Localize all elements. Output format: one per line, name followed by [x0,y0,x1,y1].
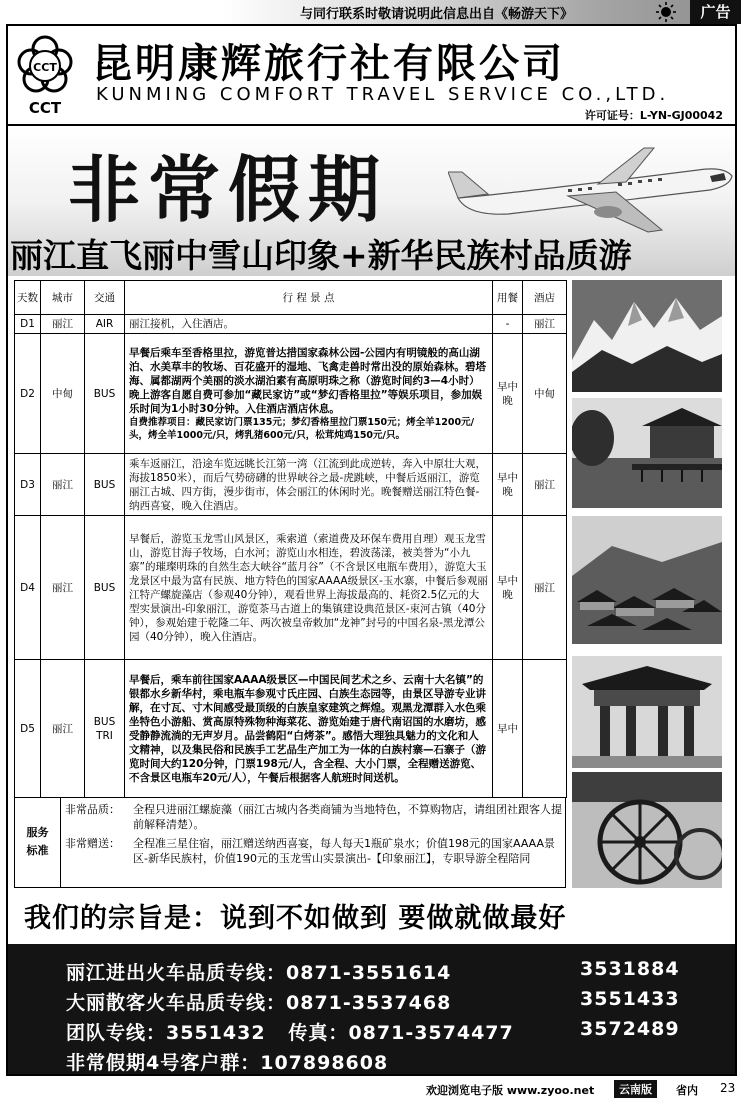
qq-group-number: 107898608 [260,1052,389,1074]
fax-number: 0871-3574477 [348,1022,514,1044]
row-schedule [125,334,493,454]
optional-items-note: 自费推荐项目：藏民家访门票135元；梦幻香格里拉门票150元；烤全羊1200元/头，烤全羊1000元/只，烤乳猪600元/只，松茸炖鸡150元/只。 [129,416,475,441]
snow-mountain-photo [572,280,722,392]
airplane-icon [448,136,735,236]
service-quality-key: 非常品质： [65,803,120,816]
dali-hotline-extra: 3551433 [580,988,680,1010]
row-meals: 早中晚 [493,454,523,516]
table-row [15,315,567,334]
team-number: 3551432 [166,1022,266,1044]
header-hotel: 酒店 [523,281,567,315]
row-day: D1 [15,315,41,334]
row-hotel: 丽江 [523,454,567,516]
row-meals: 早中晚 [493,516,523,660]
ad-tag: 广告 [690,0,741,24]
table-header-row [15,281,567,315]
footer-site-link[interactable]: 欢迎浏览电子版 www.zyoo.net [426,1084,595,1097]
banner-subtitle: 丽江直飞丽中雪山印象+新华民族村品质游 [10,236,632,275]
table-row [15,516,567,660]
logo-inner-text: CCT [33,61,57,74]
row-transport: BUS [85,454,125,516]
row-city: 丽江 [41,454,85,516]
top-header-strip [0,0,741,24]
train-hotline [66,958,451,985]
row-hotel [523,660,567,798]
table-row [15,660,567,798]
row-transport: BUS [85,516,125,660]
row-transport: BUS [85,334,125,454]
fax-extra: 3572489 [580,1018,680,1040]
row-hotel: 丽江 [523,516,567,660]
row-day: D3 [15,454,41,516]
row-schedule: 早餐后，乘车前往国家AAAA级景区—中国民间艺术之乡、云南十大名镇”的银都水乡新华村，乘电瓶车参观寸氏庄园、白族生态园等，由景区导游专业讲解，在寸瓦、寸木间感受最顶级的白族皇家建筑之辉煌。观黑龙潭群入水色乘坐特色小游船、赏高原特殊物种海菜花、游览始建于唐代南诏国的水磨坊，感受静静流淌的无声岁月。品尝鹤阳“白烤茶”。感悟大理独具魅力的文化和人文精神，以及集民俗和民族手工艺品生产加工为一体的白族村寨—石寨子（游览时间大约120分钟，门票198元/人，含全程、大小门票，全程赠送游览、不含景区电瓶车20元/人），午餐后根据客人航班时间送机。 [125,660,493,798]
waterwheel-photo [572,772,722,888]
header-schedule: 行 程 景 点 [125,281,493,315]
service-label-line2: 标准 [26,844,49,857]
old-town-photo [572,516,722,644]
row-city: 丽江 [41,315,85,334]
service-gift-value: 全程准三星住宿，丽江赠送纳西喜宴，每人每天1瓶矿泉水；价值198元的国家AAAA景区-新华民族村，价值190元的玉龙雪山实景演出-【印象丽江】，专职导游全程陪同 [133,837,556,865]
service-label [15,798,61,887]
schedule-text: 早餐后乘车至香格里拉，游览普达措国家森林公园-公园内有明镜般的高山湖泊、水美草丰的牧场、百花盛开的湿地、飞禽走兽时常出没的原始森林。碧塔海、属都湖两个美丽的淡水湖泊素有高原明珠之称（游览时间约3—4小时）晚上游客自愿自费可参加“藏民家访”或“梦幻香格里拉”等娱乐项目，参加娱乐时间为1小时30分钟。入住酒店酒店休息。 [129,346,486,415]
row-transport: AIR [85,315,125,334]
promo-banner [8,126,735,276]
fax-label: 传真： [288,1022,349,1044]
qq-group-line [66,1048,388,1075]
footer-section: 省内 [676,1084,698,1097]
sun-icon [655,1,677,23]
team-fax-line [66,1018,514,1045]
row-schedule: 丽江接机，入住酒店。 [125,315,493,334]
row-meals: 早中晚 [493,334,523,454]
company-name-cn: 昆明康辉旅行社有限公司 [92,41,565,87]
dali-hotline-number: 0871-3537468 [286,992,452,1014]
pavilion-lake-photo [572,398,722,508]
row-transport: BUS TRI [85,660,125,798]
header-notice: 与同行联系时敬请说明此信息出自《畅游天下》 [300,7,574,22]
header-transport: 交通 [85,281,125,315]
dali-hotline [66,988,451,1015]
service-standard-box [14,798,566,888]
row-meals: 早中 [493,660,523,798]
row-hotel: 丽江 [523,315,567,334]
train-hotline-number: 0871-3551614 [286,962,452,984]
slogan: 我们的宗旨是：说到不如做到 要做就做最好 [24,903,567,934]
service-label-line1: 服务 [26,826,49,839]
row-hotel: 中甸 [523,334,567,454]
company-name-en: KUNMING COMFORT TRAVEL SERVICE CO.,LTD. [96,84,670,105]
table-row [15,454,567,516]
row-day: D2 [15,334,41,454]
page-footer [0,1079,741,1100]
license-number: 许可证号：L-YN-GJ00042 [584,109,723,122]
row-day: D4 [15,516,41,660]
logo-abbr: CCT [28,99,62,117]
row-schedule: 早餐后，游览玉龙雪山风景区，乘索道（索道费及环保车费用自理）观玉龙雪山，游览甘海子牧场，白水河；游览山水相连，碧波荡漾，被美誉为“小九寨”的璀璨明珠的自然生态大峡谷“蓝月谷”（不含景区电瓶车费用），游览大玉龙景区中最为富有民族、地方特色的国家AAAA级景区-玉水寨，中餐后参观丽江特产螺旋藻店（参观40分钟），观看世界上海拔最高的、耗资2.5亿元的大型实景演出-印象丽江，游览茶马古道上的集镇建设典范景区-束河古镇（40分钟），参观始建于乾隆二年、两次被皇帝敕加“龙神”封号的中国名泉-黑龙潭公园（40分钟），晚入住酒店。 [125,516,493,660]
table-row [15,334,567,454]
row-city: 丽江 [41,660,85,798]
train-hotline-extra: 3531884 [580,958,680,980]
service-quality-value: 全程只进丽江螺旋藻（丽江古城内各类商铺为当地特色，不算购物店，请组团社跟客人提前解释清楚）。 [133,803,562,831]
header-meals: 用餐 [493,281,523,315]
itinerary-table [14,280,567,798]
cct-logo-icon [14,34,76,120]
memorial-arch-photo [572,656,722,768]
service-gift-key: 非常赠送： [65,837,120,850]
row-city: 中甸 [41,334,85,454]
qq-group-label: 非常假期4号客户群： [66,1052,261,1074]
footer-region-badge: 云南版 [614,1080,657,1098]
row-schedule: 乘车返丽江，沿途车览远眺长江第一湾（江流到此成逆转，奔入中原壮大观，海拔1850米），而后气势磅礴的世界峡谷之最-虎跳峡，中餐后返丽江，游览丽江古城、四方街，漫步街市，体会丽江的休闲时光。晚餐赠送丽江特色餐-纳西喜宴，晚入住酒店。 [125,454,493,516]
hotline-panel [8,944,735,1074]
row-meals: - [493,315,523,334]
row-day: D5 [15,660,41,798]
header-city: 城市 [41,281,85,315]
page-number: 23 [720,1081,736,1095]
row-city: 丽江 [41,516,85,660]
train-hotline-label: 丽江进出火车品质专线： [66,962,287,984]
dali-hotline-label: 大丽散客火车品质专线： [66,992,287,1014]
banner-headline: 非常假期 [68,147,389,232]
team-label: 团队专线： [66,1022,167,1044]
header-day: 天数 [15,281,41,315]
